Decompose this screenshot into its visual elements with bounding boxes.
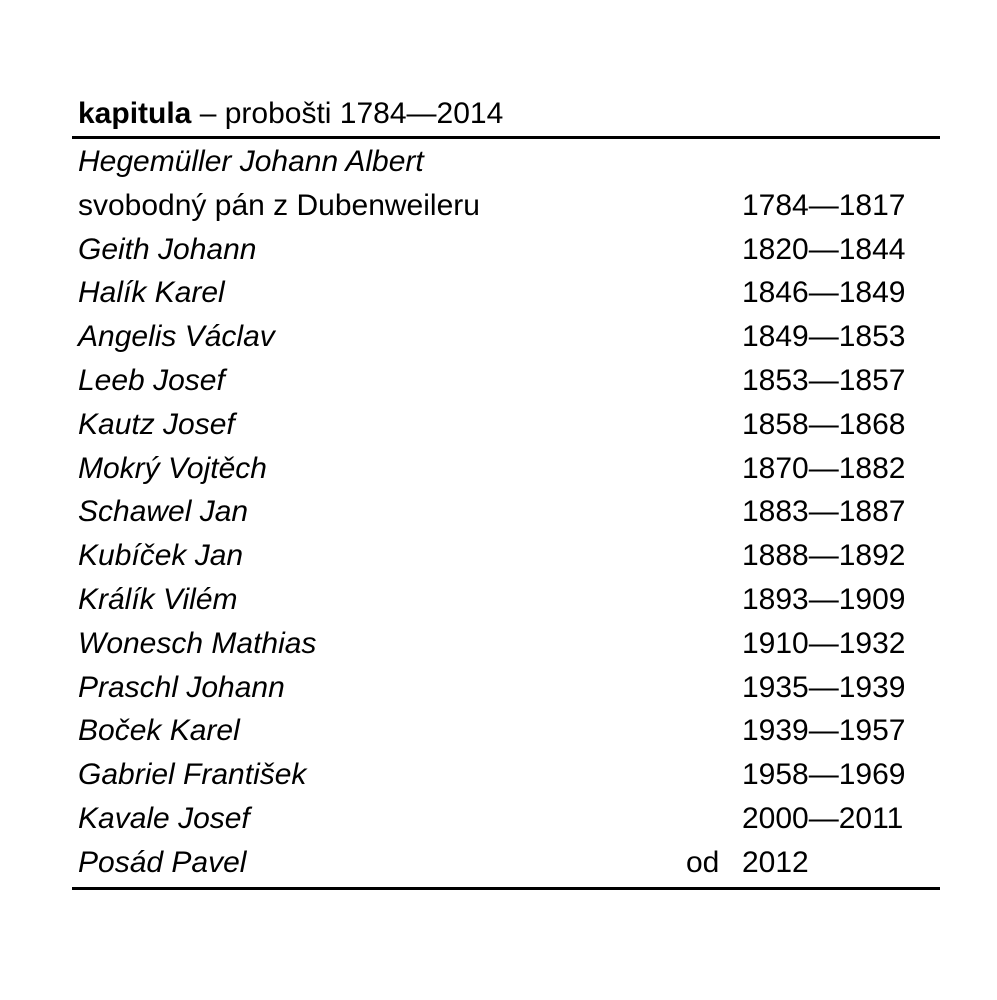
table-row (72, 709, 940, 753)
term-years: 1784—1817 (742, 188, 906, 222)
table-row (72, 228, 940, 272)
bottom-rule (72, 887, 940, 890)
term-years: 1935—1939 (742, 670, 906, 704)
provost-name: Králík Vilém (78, 582, 238, 616)
table-row (72, 797, 940, 841)
provost-name: Geith Johann (78, 232, 257, 266)
table-row (72, 841, 940, 885)
table-row (72, 578, 940, 622)
term-years: 1870—1882 (742, 451, 906, 485)
provost-name: Leeb Josef (78, 363, 225, 397)
table-row (72, 666, 940, 710)
table-row (72, 447, 940, 491)
table-row (72, 534, 940, 578)
provost-name: Kavale Josef (78, 801, 250, 835)
term-years: 1849—1853 (742, 320, 906, 354)
term-years: 1820—1844 (742, 232, 906, 266)
provost-name: Hegemüller Johann Albert (78, 145, 424, 178)
provost-name: Wonesch Mathias (78, 626, 317, 660)
term-years: 1883—1887 (742, 495, 906, 529)
table-row (72, 140, 940, 184)
provost-name: Posád Pavel (78, 845, 247, 879)
year-prefix: od (686, 845, 720, 879)
term-years: 1910—1932 (742, 626, 906, 660)
provost-name: Mokrý Vojtěch (78, 451, 267, 485)
table-row (72, 753, 940, 797)
provost-list-document (72, 92, 940, 890)
provost-name: Halík Karel (78, 276, 225, 310)
table-row (72, 490, 940, 534)
term-years: 1893—1909 (742, 582, 906, 616)
provost-name: Praschl Johann (78, 670, 285, 704)
table-row (72, 271, 940, 315)
table-row (72, 184, 940, 228)
term-years: 2000—2011 (742, 801, 904, 835)
term-years: 1858—1868 (742, 407, 906, 441)
provost-name: Kubíček Jan (78, 539, 244, 573)
provost-name: Angelis Václav (78, 320, 275, 354)
provost-name: Gabriel František (78, 758, 307, 792)
table-row (72, 359, 940, 403)
table-row (72, 403, 940, 447)
term-years: 2012 (742, 845, 809, 879)
term-years: 1958—1969 (742, 758, 906, 792)
term-years: 1853—1857 (742, 363, 906, 397)
heading-bold-word: kapitula (78, 97, 192, 130)
term-years: 1888—1892 (742, 539, 906, 573)
table-row (72, 315, 940, 359)
term-years: 1939—1957 (742, 714, 906, 748)
provost-name: Schawel Jan (78, 495, 249, 529)
provost-name-continuation: svobodný pán z Dubenweileru (78, 188, 480, 222)
list-heading (72, 92, 940, 136)
provost-name: Kautz Josef (78, 407, 235, 441)
table-row (72, 622, 940, 666)
heading-subtitle: – probošti 1784—2014 (191, 97, 504, 130)
provost-name: Boček Karel (78, 714, 240, 748)
term-years: 1846—1849 (742, 276, 906, 310)
provost-table (72, 139, 940, 885)
